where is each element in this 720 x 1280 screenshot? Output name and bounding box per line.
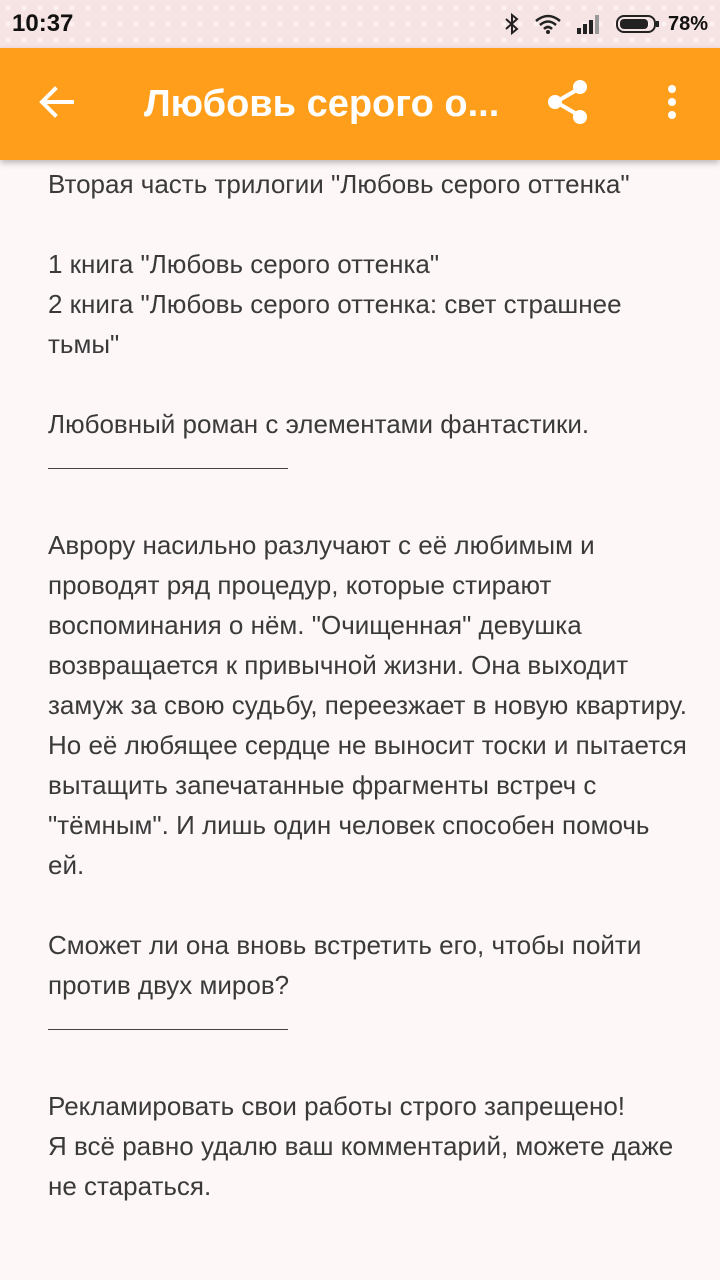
more-vertical-icon bbox=[666, 84, 678, 125]
notice-advertising: Рекламировать свои работы строго запрещено! bbox=[48, 1091, 626, 1121]
share-icon bbox=[544, 78, 592, 131]
status-time: 10:37 bbox=[12, 10, 74, 37]
signal-icon bbox=[576, 13, 602, 35]
bluetooth-icon bbox=[504, 12, 520, 36]
back-button[interactable] bbox=[32, 84, 80, 124]
book-description bbox=[48, 164, 688, 1206]
notice-delete: Я всё равно удалю ваш комментарий, можете даже не стараться. bbox=[48, 1131, 674, 1201]
synopsis-paragraph: Аврору насильно разлучают с её любимым и проводят ряд процедур, которые стирают воспоминания о нём. "Очищенная" девушка возвращается к привычной жизни. Она выходит замуж за свою судьбу, переезжает в новую квартиру. Но её любящее сердце не выносит тоски и пытается вытащить запечатанные фрагменты встреч с "тёмным". И лишь один человек способен помочь ей. bbox=[48, 530, 687, 880]
status-bar bbox=[0, 0, 720, 48]
wifi-icon bbox=[534, 13, 562, 35]
app-bar bbox=[0, 48, 720, 160]
book-2-title: 2 книга "Любовь серого оттенка: свет страшнее тьмы" bbox=[48, 289, 622, 359]
battery-percent: 78% bbox=[667, 12, 708, 35]
arrow-back-icon bbox=[38, 86, 74, 123]
status-icons bbox=[504, 12, 708, 36]
genre-text: Любовный роман с элементами фантастики. bbox=[48, 409, 590, 439]
share-button[interactable] bbox=[540, 76, 596, 132]
battery-icon bbox=[616, 14, 660, 34]
book-1-title: 1 книга "Любовь серого оттенка" bbox=[48, 249, 440, 279]
page-title: Любовь серого о... bbox=[144, 83, 500, 125]
more-options-button[interactable] bbox=[650, 80, 694, 128]
description-intro: Вторая часть трилогии "Любовь серого оттенка" bbox=[48, 169, 630, 199]
synopsis-question: Сможет ли она вновь встретить его, чтобы пойти против двух миров? bbox=[48, 930, 642, 1000]
